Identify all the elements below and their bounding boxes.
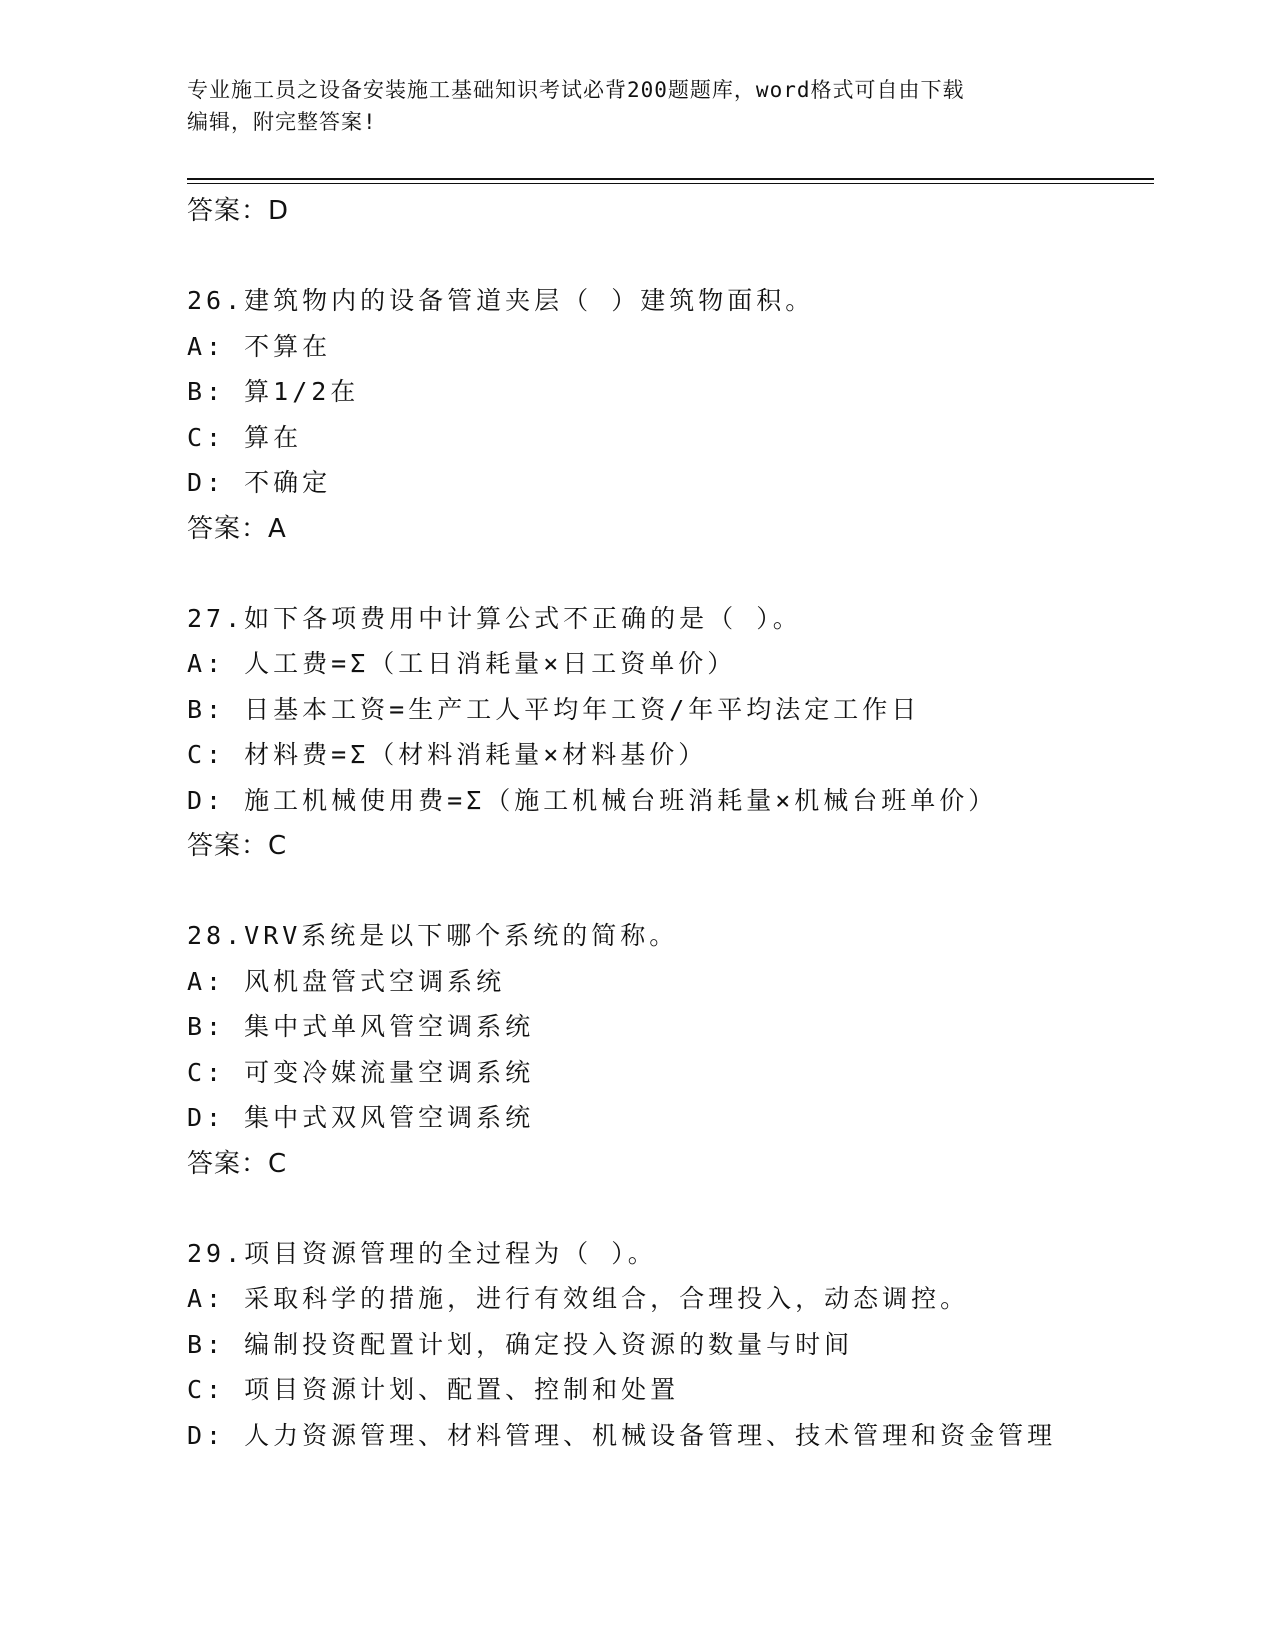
question-stem: 27.如下各项费用中计算公式不正确的是（ ）。 (187, 603, 802, 633)
header-title-line-2: 编辑，附完整答案! (187, 110, 377, 134)
question-27 (187, 596, 1154, 870)
header-rule-thin (187, 183, 1154, 184)
option-d: D: 施工机械使用费=Σ（施工机械台班消耗量×机械台班单价） (187, 785, 998, 815)
question-29 (187, 1231, 1154, 1459)
option-a: A: 采取科学的措施，进行有效组合，合理投入，动态调控。 (187, 1284, 970, 1313)
option-b: B: 编制投资配置计划，确定投入资源的数量与时间 (187, 1329, 854, 1359)
option-d: D: 不确定 (187, 468, 332, 497)
question-answer: 答案：C (187, 831, 288, 861)
header-rule-thick (187, 178, 1154, 180)
question-26 (187, 278, 1154, 552)
option-d: D: 集中式双风管空调系统 (187, 1103, 535, 1132)
option-a: A: 风机盘管式空调系统 (187, 966, 506, 996)
option-b: B: 算1/2在 (187, 377, 360, 406)
header-title-line-1: 专业施工员之设备安装施工基础知识考试必背200题题库，word格式可自由下载 (187, 78, 965, 102)
option-c: C: 项目资源计划、配置、控制和处置 (187, 1375, 680, 1404)
option-c: C: 算在 (187, 422, 303, 452)
option-b: B: 日基本工资=生产工人平均年工资/年平均法定工作日 (187, 694, 921, 724)
page-header (187, 74, 1087, 138)
question-answer: 答案：A (187, 513, 287, 544)
question-28 (187, 913, 1154, 1187)
option-c: C: 材料费=Σ（材料消耗量×材料基价） (187, 740, 708, 769)
option-a: A: 不算在 (187, 331, 332, 361)
spacer (187, 869, 1154, 913)
question-stem: 28.VRV系统是以下哪个系统的简称。 (187, 921, 679, 950)
option-a: A: 人工费=Σ（工日消耗量×日工资单价） (187, 649, 737, 678)
option-d: D: 人力资源管理、材料管理、机械设备管理、技术管理和资金管理 (187, 1420, 1057, 1450)
question-stem: 29.项目资源管理的全过程为（ ）。 (187, 1238, 657, 1268)
previous-answer: 答案：D (187, 196, 290, 226)
question-list (187, 188, 1154, 1458)
spacer (187, 1187, 1154, 1231)
option-c: C: 可变冷媒流量空调系统 (187, 1057, 535, 1087)
spacer (187, 552, 1154, 596)
spacer (187, 234, 1154, 278)
option-b: B: 集中式单风管空调系统 (187, 1012, 535, 1041)
question-answer: 答案：C (187, 1148, 288, 1179)
question-stem: 26.建筑物内的设备管道夹层（ ）建筑物面积。 (187, 286, 815, 315)
